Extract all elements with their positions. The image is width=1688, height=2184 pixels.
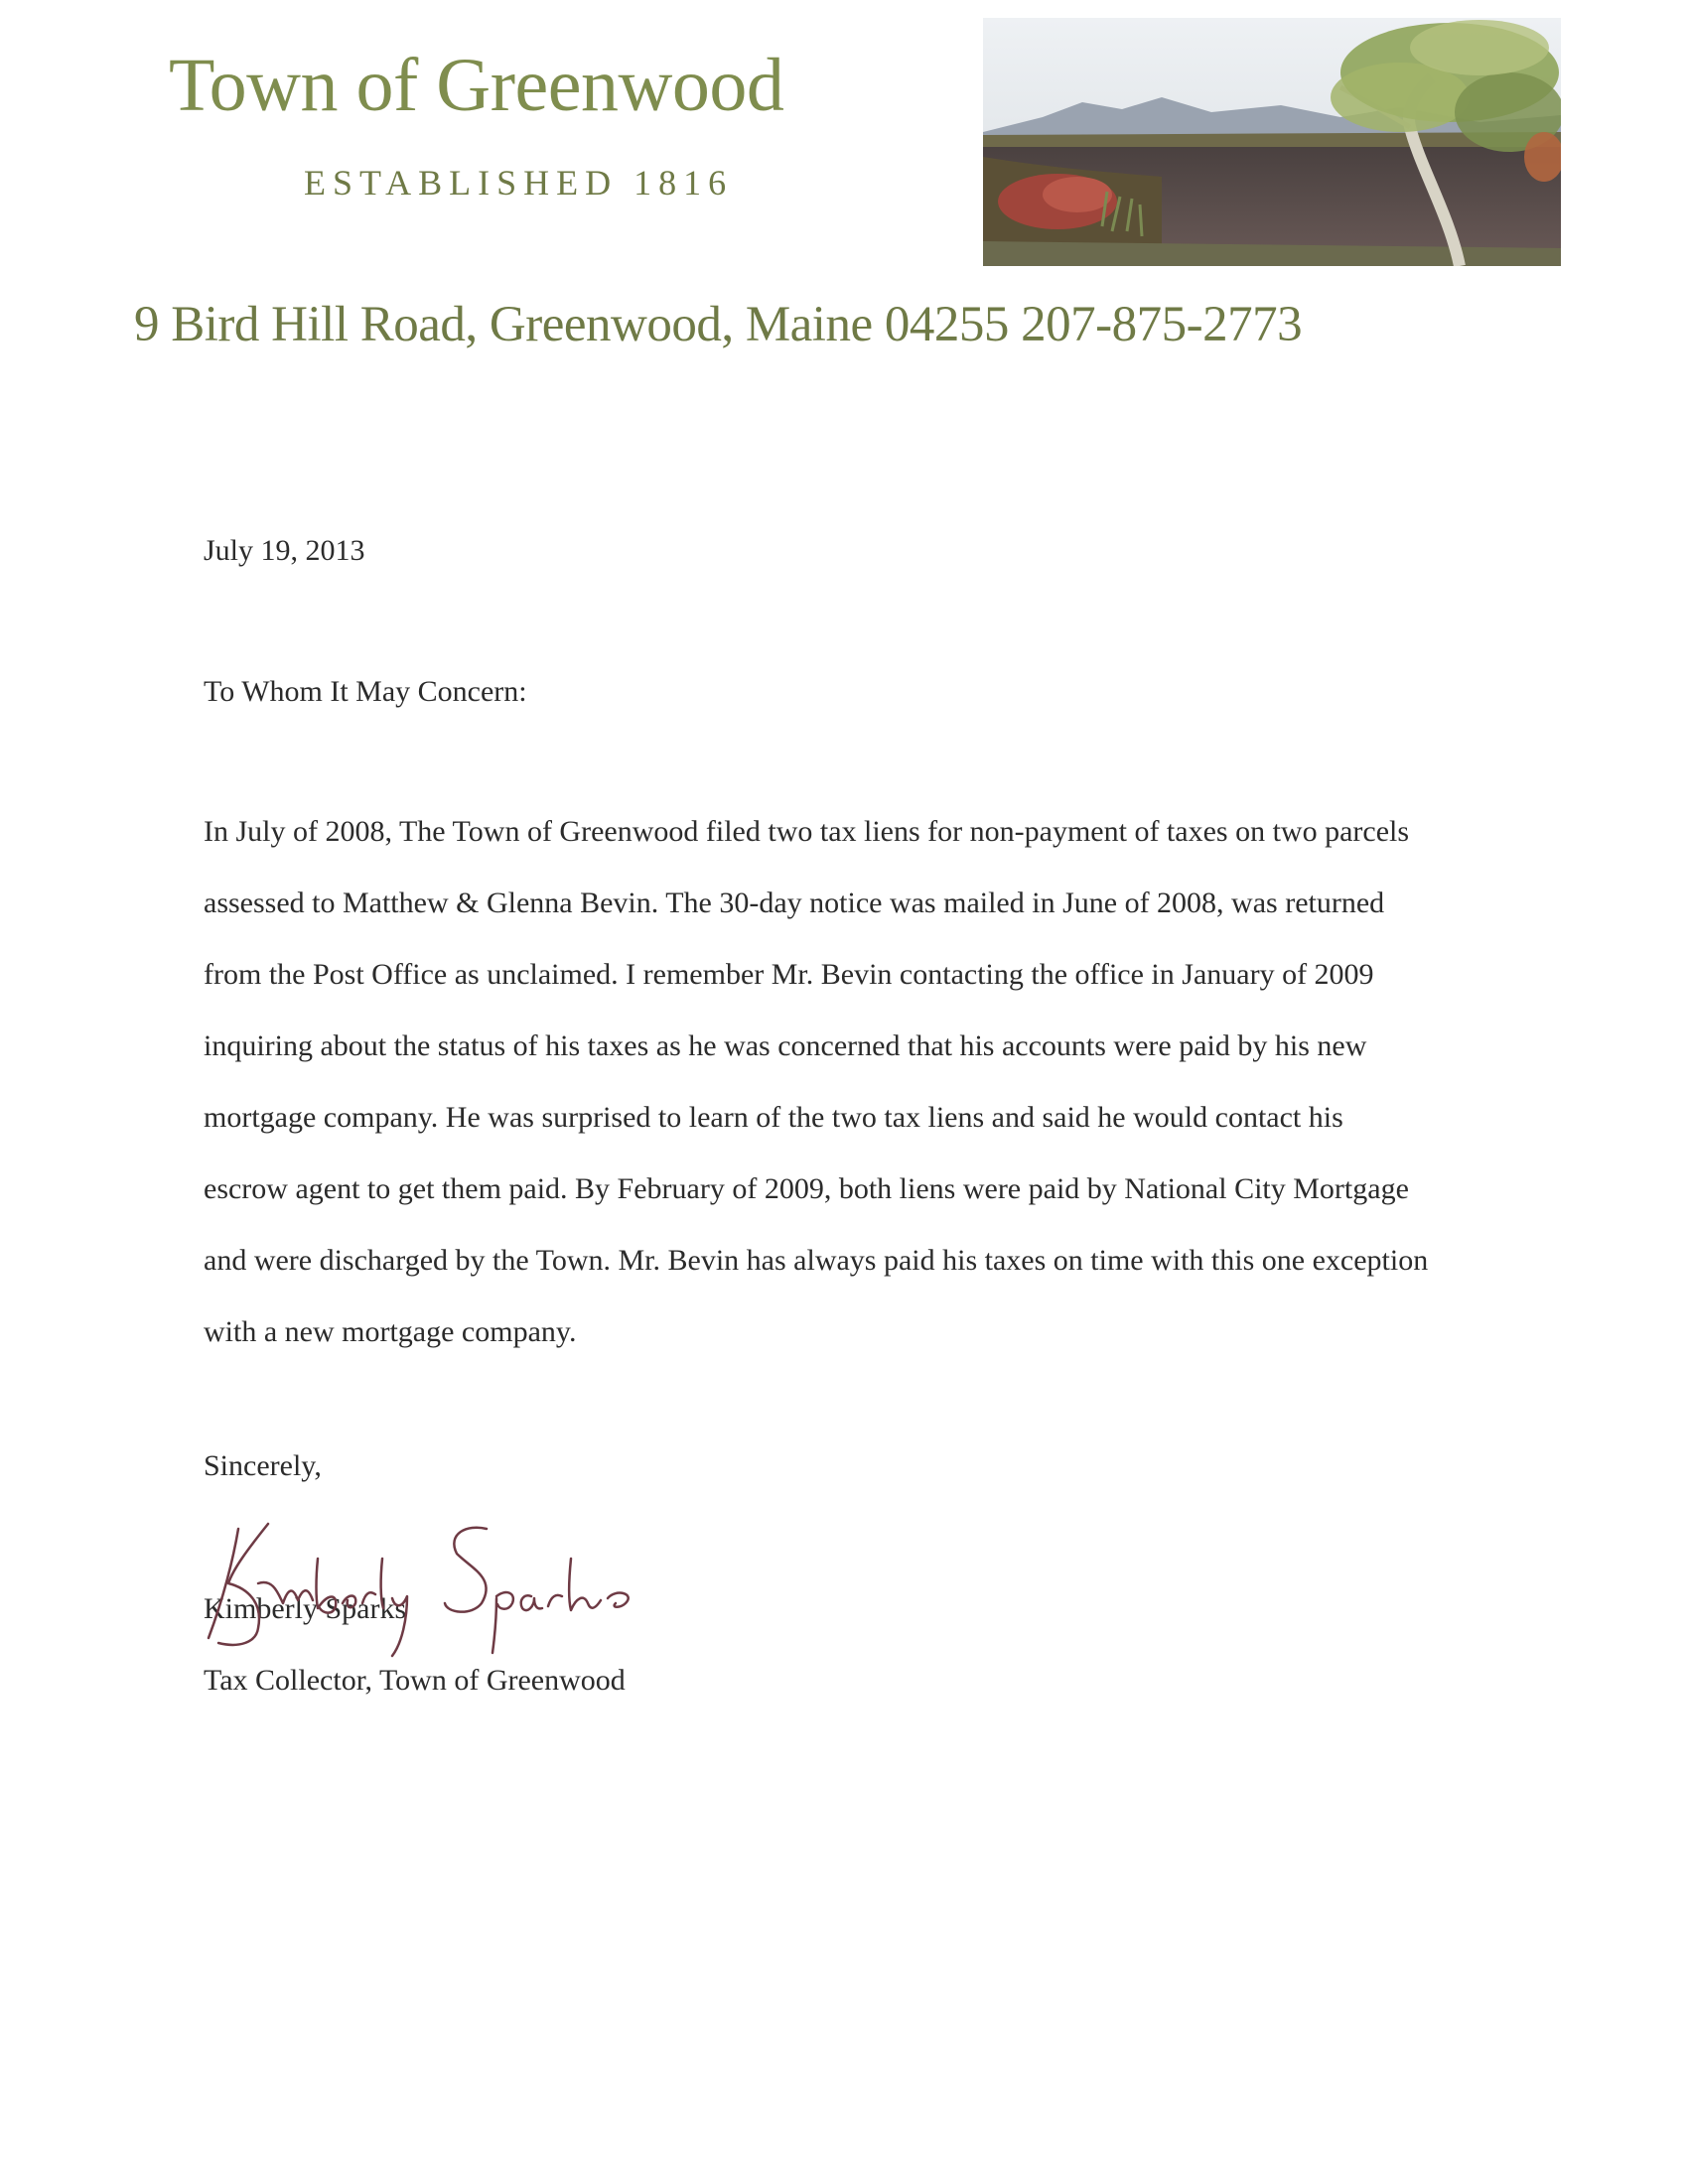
handwritten-signature	[199, 1509, 655, 1658]
paragraph-line: escrow agent to get them paid. By February of 2009, both liens were paid by National City Mortgage	[204, 1172, 1409, 1205]
town-name-heading: Town of Greenwood	[169, 44, 784, 127]
paragraph-line: from the Post Office as unclaimed. I remember Mr. Bevin contacting the office in January of 2009	[204, 958, 1374, 991]
signer-name: Kimberly Sparks	[204, 1592, 407, 1625]
salutation: To Whom It May Concern:	[204, 675, 527, 708]
paragraph-line: assessed to Matthew & Glenna Bevin. The 30-day notice was mailed in June of 2008, was returned	[204, 887, 1385, 919]
closing: Sincerely,	[204, 1449, 322, 1482]
landscape-painting-image	[983, 18, 1561, 266]
letter-paragraph	[204, 814, 1594, 1386]
letter-date: July 19, 2013	[204, 534, 365, 567]
paragraph-line: mortgage company. He was surprised to learn of the two tax liens and said he would contact his	[204, 1101, 1343, 1134]
paragraph-line: with a new mortgage company.	[204, 1315, 577, 1348]
paragraph-line: In July of 2008, The Town of Greenwood filed two tax liens for non-payment of taxes on two parcels	[204, 815, 1410, 848]
signature-svg	[199, 1509, 655, 1658]
paragraph-line: inquiring about the status of his taxes as he was concerned that his accounts were paid by his new	[204, 1029, 1367, 1062]
landscape-painting-svg	[983, 18, 1561, 266]
town-address-phone: 9 Bird Hill Road, Greenwood, Maine 04255 207-875-2773	[134, 297, 1303, 352]
paragraph-line: and were discharged by the Town. Mr. Bevin has always paid his taxes on time with this one exception	[204, 1244, 1429, 1277]
established-tagline: ESTABLISHED 1816	[304, 163, 734, 203]
signer-title: Tax Collector, Town of Greenwood	[204, 1664, 626, 1697]
